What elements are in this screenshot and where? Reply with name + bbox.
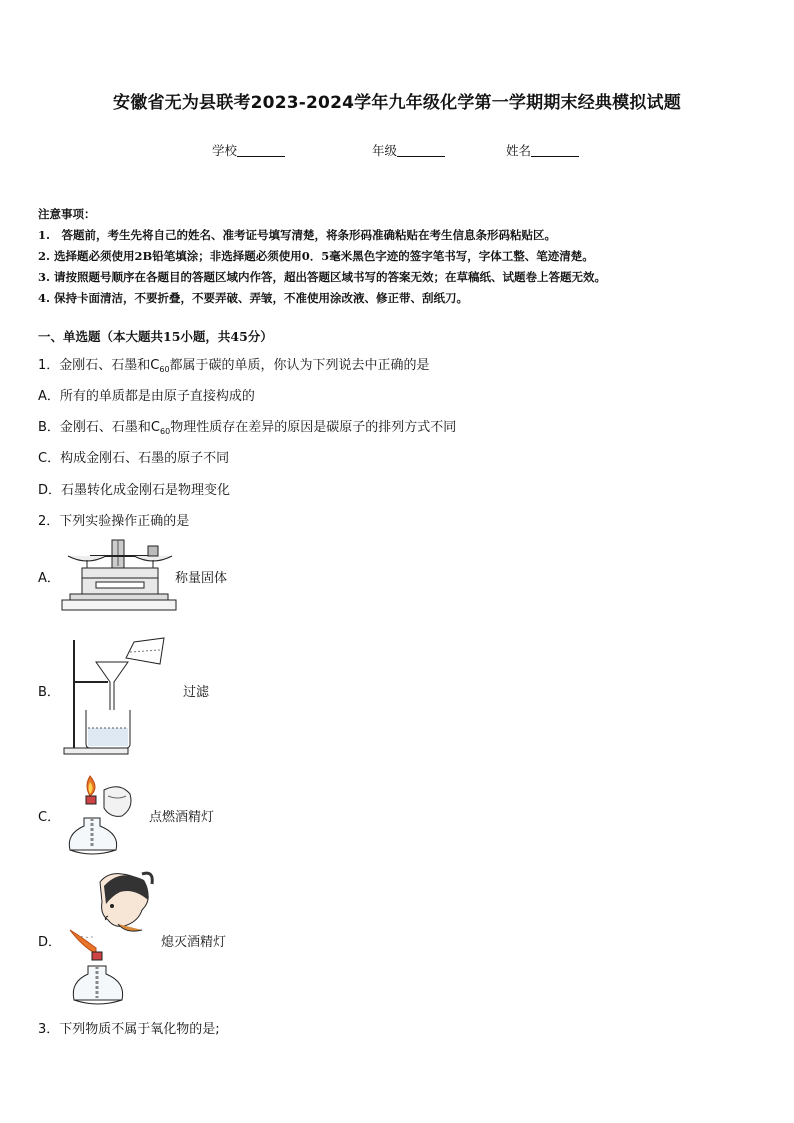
q2-option-c-caption: 点燃酒精灯	[149, 810, 215, 825]
q1-option-b-text: B．金刚石、石墨和C	[38, 420, 160, 435]
q1-stem-subscript: 60	[159, 365, 170, 374]
school-blank	[237, 144, 285, 157]
notes-heading: 注意事项：	[38, 207, 96, 221]
q3-stem: 3．下列物质不属于氧化物的是;	[38, 1022, 220, 1037]
q1-option-b-subscript: 60	[160, 427, 171, 436]
blowing-out-lamp-icon	[60, 870, 160, 1006]
q1-stem-text-end: 都属于碳的单质，你认为下列说去中正确的是	[169, 358, 430, 373]
school-field	[212, 141, 285, 159]
note-item: 1. 答题前，考生先将自己的姓名、准考证号填写清楚，将条形码准确粘贴在考生信息条形码粘贴区。	[38, 228, 556, 242]
name-label: 姓名	[506, 143, 532, 158]
name-blank	[531, 144, 579, 157]
q2-option-b-label: B．	[38, 685, 60, 700]
page-title: 安徽省无为县联考2023-2024学年九年级化学第一学期期末经典模拟试题	[113, 93, 681, 113]
q2-option-d-label: D．	[38, 935, 62, 950]
school-label: 学校	[212, 143, 238, 158]
q2-option-a-label: A．	[38, 571, 60, 586]
q2-option-d-caption: 熄灭酒精灯	[161, 935, 227, 950]
q1-option-d: D．石墨转化成金刚石是物理变化	[38, 483, 231, 498]
q1-stem	[38, 354, 430, 374]
note-item: 3. 请按照题号顺序在各题目的答题区域内作答，超出答题区域书写的答案无效；在草稿纸、试题卷上答题无效。	[38, 270, 607, 284]
q1-stem-text: 1．金刚石、石墨和C	[38, 358, 160, 373]
q2-option-b-caption: 过滤	[183, 685, 210, 700]
q2-stem: 2．下列实验操作正确的是	[38, 514, 190, 529]
q1-option-a: A．所有的单质都是由原子直接构成的	[38, 389, 255, 404]
grade-label: 年级	[372, 143, 398, 158]
q1-option-b	[38, 416, 456, 436]
q1-option-c: C．构成金刚石、石墨的原子不同	[38, 451, 230, 466]
grade-field	[372, 141, 445, 159]
grade-blank	[397, 144, 445, 157]
student-info-fields	[0, 141, 794, 161]
name-field	[506, 141, 579, 159]
alcohol-lamp-lighting-icon	[60, 774, 140, 862]
note-item: 4. 保持卡面清洁，不要折叠，不要弄破、弄皱，不准使用涂改液、修正带、刮纸刀。	[38, 291, 469, 305]
notes-block	[38, 204, 768, 309]
filtration-icon	[60, 636, 170, 756]
balance-icon	[60, 538, 180, 612]
section-heading: 一、单选题（本大题共15小题，共45分）	[38, 329, 273, 344]
q1-option-b-text-end: 物理性质存在差异的原因是碳原子的排列方式不同	[170, 420, 457, 435]
note-item: 2. 选择题必须使用2B铅笔填涂；非选择题必须使用0．5毫米黑色字迹的签字笔书写，字体工整、笔迹清楚。	[38, 249, 594, 263]
q2-option-c-label: C．	[38, 810, 61, 825]
q2-option-a-caption: 称量固体	[175, 571, 228, 586]
